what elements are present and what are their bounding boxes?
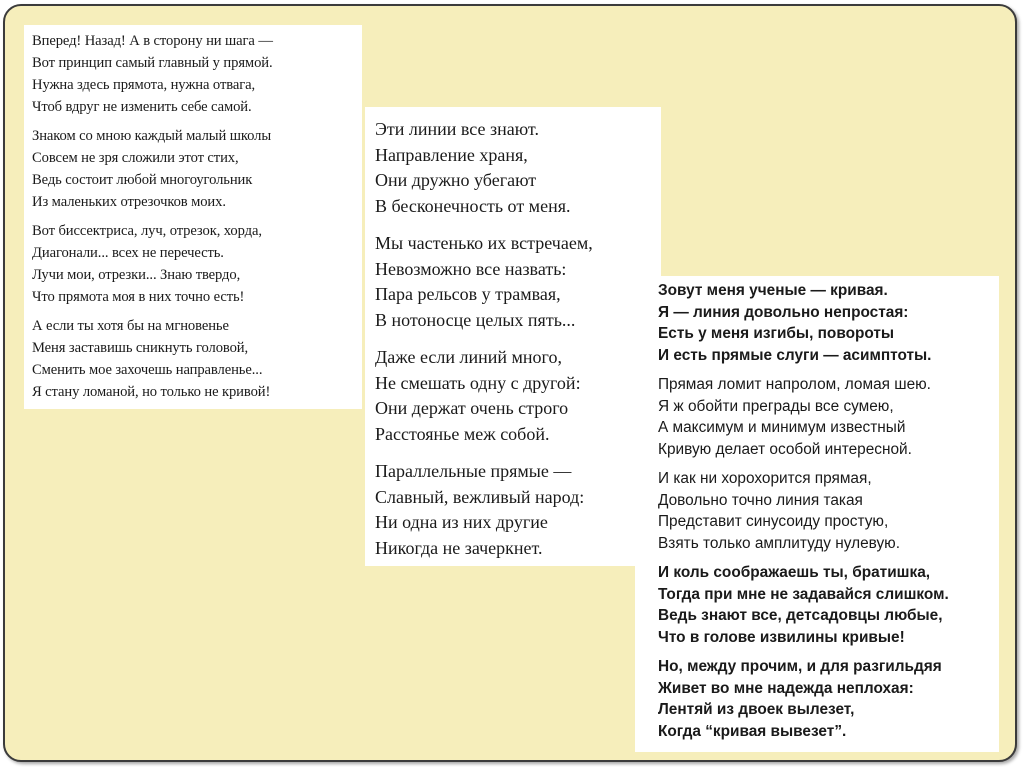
slide-frame [3,4,1017,762]
poem-line: Славный, вежливый народ: [375,486,585,507]
poem-line: Ведь состоит любой многоугольник [32,172,253,188]
poem-line: Я ж обойти преграды все сумею, [658,397,894,415]
poem-line: В бесконечность от меня. [375,195,571,216]
poem-line: Не смешать одну с другой: [375,372,581,393]
stanza [32,315,356,403]
poem-line: Представит синусоиду простую, [658,513,889,530]
poem-line: Направление храня, [375,144,528,165]
poem-line: Из маленьких отрезочков моих. [32,194,226,210]
poem-line: Невозможно все назвать: [375,258,567,279]
poem-line: Мы частенько их встречаем, [375,233,593,253]
poem-line: Я стану ломаной, но только не кривой! [32,384,271,400]
stanza [375,231,661,333]
stanza [375,345,661,447]
poem-line: И есть прямые слуги — асимптоты. [658,346,932,364]
stanza [658,374,999,460]
poem-line: Расстоянье меж собой. [375,423,550,444]
poem-line: Я — линия довольно непростая: [658,303,909,321]
poem-line: Довольно точно линия такая [658,491,863,509]
poem-line: Даже если линий много, [375,347,562,367]
stanza [658,468,999,554]
poem-line: Они дружно убегают [375,170,537,190]
poem-line: Но, между прочим, и для разгильдяя [658,658,942,675]
poem-line: Вот принцип самый главный у прямой. [32,55,273,71]
stanza [32,125,356,213]
poem-line: Живет во мне надежда неплохая: [658,679,914,697]
poem-line: Взять только амплитуду нулевую. [658,534,900,552]
poem-line: Параллельные прямые — [375,461,572,481]
poem-line: Пара рельсов у трамвая, [375,284,561,304]
stanza [375,459,661,561]
stanza [32,220,356,308]
poem-line: И как ни хорохорится прямая, [658,470,872,487]
poem-line: Прямая ломит напролом, ломая шею. [658,376,931,393]
stanza [658,280,999,366]
poem-line: Совсем не зря сложили этот стих, [32,150,239,166]
poem-line: Зовут меня ученые — кривая. [658,282,888,299]
poem-line: Когда “кривая вывезет”. [658,722,847,740]
poem-line: Кривую делает особой интересной. [658,440,912,458]
poem-line: Вперед! Назад! А в сторону ни шага — [32,33,273,49]
poem-line: Что в голове извилины кривые! [658,628,905,646]
poem-line: Знаком со мною каждый малый школы [32,128,272,144]
poem-line: Лучи мои, отрезки... Знаю твердо, [32,267,241,283]
poem-line: А максимум и минимум известный [658,419,906,436]
stanza [32,30,356,118]
poem-line: Сменить мое захочешь направленье... [32,362,263,378]
poem-curve [635,276,999,752]
poem-line: Диагонали... всех не перечесть. [32,245,224,261]
poem-parallel-lines [365,107,661,566]
poem-line: И коль соображаешь ты, братишка, [658,564,931,581]
stanza [375,117,661,219]
poem-line: Ведь знают все, детсадовцы любые, [658,607,943,624]
poem-line: Эти линии все знают. [375,119,539,139]
poem-line: Ни одна из них другие [375,512,548,532]
poem-line: Лентяй из двоек вылезет, [658,701,855,718]
poem-line: Чтоб вдруг не изменить себе самой. [32,99,252,115]
poem-line: В нотоносце целых пять... [375,309,576,330]
poem-line: Никогда не зачеркнет. [375,537,543,558]
poem-line: Вот биссектриса, луч, отрезок, хорда, [32,223,262,239]
poem-line: Есть у меня изгибы, повороты [658,325,895,342]
stanza [658,656,999,742]
poem-line: Нужна здесь прямота, нужна отвага, [32,77,256,93]
poem-line: Что прямота моя в них точно есть! [32,289,245,305]
stanza [658,562,999,648]
poem-line: Тогда при мне не задавайся слишком. [658,585,949,603]
poem-line: Меня заставишь сникнуть головой, [32,340,249,356]
poem-straight-line [24,25,362,409]
poem-line: А если ты хотя бы на мгновенье [32,318,229,334]
poem-line: Они держат очень строго [375,398,569,418]
